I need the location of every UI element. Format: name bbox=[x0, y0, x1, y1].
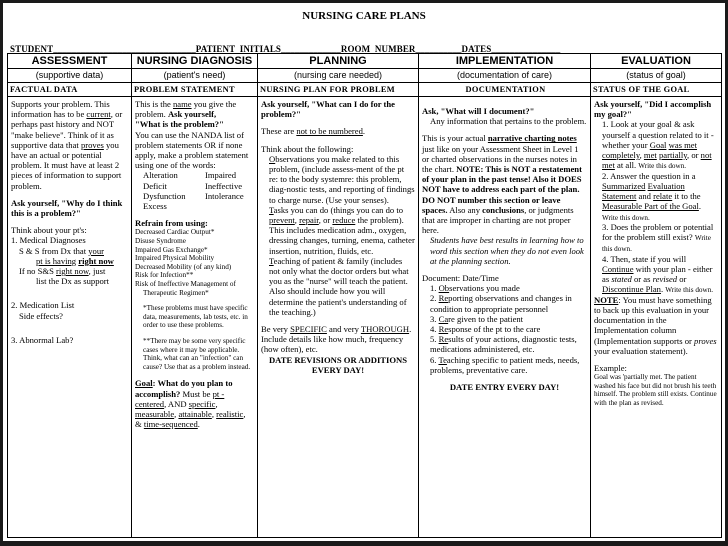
planning-question: Ask yourself, "What can I do for the problem?" bbox=[261, 99, 396, 120]
diagnosis-refrain-heading: Refrain from using: bbox=[135, 218, 208, 229]
evaluation-cell bbox=[591, 97, 722, 538]
section-label-assessment: FACTUAL DATA bbox=[8, 83, 132, 97]
diagnosis-note-2: **There may be some very specific cases where it may be applicable. Think, what can an "infection" can cause? Use that as a problem instead. bbox=[143, 336, 251, 371]
assessment-intro: Supports your problem. This information has to be current, or perhaps past history and NOT "make believe". Think of it as supportive data that proves you have an actual or potential problem. It must have at least 2 pieces of information to support problem. bbox=[11, 99, 123, 191]
implementation-question: Ask, "What will I document?" bbox=[422, 106, 535, 116]
assessment-pt-line: pt is having right now bbox=[36, 255, 114, 266]
assessment-list-dx-line: list the Dx as support bbox=[36, 276, 110, 287]
evaluation-example-text: Goal was 'partially met. The patient washed his face but did not brush his teeth himself. The problem still exists. Continue with the plan as revised. bbox=[594, 373, 717, 408]
planning-date-revisions: DATE REVISIONS OR ADDITIONS EVERY DAY! bbox=[268, 354, 408, 375]
diagnosis-intro: This is the name you give the problem. Ask yourself, bbox=[135, 99, 237, 120]
assessment-item-1: 1. Medical Diagnoses bbox=[11, 235, 86, 246]
section-labels-row bbox=[8, 83, 722, 97]
section-label-planning: NURSING PLAN FOR PROBLEM bbox=[258, 83, 419, 97]
planning-tasks: Tasks you can do (things you can do to prevent, repair, or reduce the problem). This includes medication adm., oxygen, dressing changes, turning, enema, catheter insertion, nutrition, fluids, etc. bbox=[269, 204, 415, 256]
col-subheading-nursing-diagnosis: (patient's need) bbox=[132, 69, 258, 83]
section-label-implementation: DOCUMENTATION bbox=[419, 83, 591, 97]
diagnosis-words-grid: Alteration Impaired Deficit Ineffective Dysfunction Intolerance Excess bbox=[143, 170, 244, 212]
header-fields-line: STUDENT_______________________________PATIENT INITIALS_____________ROOM NUMBER__________DATES_______________ bbox=[10, 44, 561, 54]
assessment-ss-line: S & S from Dx that your bbox=[19, 245, 104, 256]
evaluation-example-label: Example: bbox=[594, 363, 627, 374]
implementation-italic-note: Students have best results in learning how to word this section when they do not even look at the planning section. bbox=[430, 235, 584, 266]
implementation-cell bbox=[419, 97, 591, 538]
col-heading-evaluation: EVALUATION bbox=[591, 54, 722, 69]
col-heading-implementation: IMPLEMENTATION bbox=[419, 54, 591, 69]
evaluation-question: Ask yourself, "Did I accomplish my goal?" bbox=[594, 99, 712, 120]
planning-cell bbox=[258, 97, 419, 538]
content-row bbox=[8, 97, 722, 538]
evaluation-item-1: 1. Look at your goal & ask yourself a question related to it - whether your Goal was met completely, met partially, or not met at all. Write this down. bbox=[602, 119, 714, 171]
assessment-side-effects: Side effects? bbox=[19, 310, 63, 321]
col-subheading-planning: (nursing care needed) bbox=[258, 69, 419, 83]
section-label-nursing-diagnosis: PROBLEM STATEMENT bbox=[132, 83, 258, 97]
col-heading-nursing-diagnosis: NURSING DIAGNOSIS bbox=[132, 54, 258, 69]
col-subheading-implementation: (documentation of care) bbox=[419, 69, 591, 83]
diagnosis-goal: Goal: What do you plan to accomplish? Must be pt - centered, AND specific, measurable, attainable, realistic, & time-sequenced. bbox=[135, 378, 246, 430]
nursing-care-plan-page bbox=[3, 3, 725, 541]
diagnosis-cell bbox=[132, 97, 258, 538]
evaluation-item-3: 3. Does the problem or potential for the problem still exist? Write this down. bbox=[602, 222, 714, 254]
col-subheading-evaluation: (status of goal) bbox=[591, 69, 722, 83]
col-heading-planning: PLANNING bbox=[258, 54, 419, 69]
diagnosis-question: "What is the problem?" bbox=[135, 119, 224, 130]
col-heading-assessment: ASSESSMENT bbox=[8, 54, 132, 69]
planning-numbered-line: These are not to be numbered. bbox=[261, 126, 366, 137]
diagnosis-note-1: *These problems must have specific data, measurements, lab tests, etc. in order to use these problems. bbox=[143, 304, 248, 330]
evaluation-note: NOTE: You must have something to back up this evaluation in your documentation in the Implementation column (Implementation supports or proves your evaluation statement). bbox=[594, 294, 717, 356]
diagnosis-refrain-list: Decreased Cardiac Output* Disuse Syndrome Impaired Gas Exchange* Impaired Physical Mobility Decreased Mobility (of any kind) Risk for Infection** Risk of Ineffective Management of Therapeutic Regimen* bbox=[135, 228, 236, 297]
planning-think-line: Think about the following: bbox=[261, 143, 354, 154]
implementation-list: 1. Observations you made 2. Reporting observations and changes in condition to appropriate personnel 3. Care given to the patient 4. Response of the pt to the care 5. Results of your actions, diagnostic tests, medications administered, etc. 6. Teaching specific to patient meds, needs, problems, preventative care. bbox=[430, 283, 580, 375]
implementation-date-entry: DATE ENTRY EVERY DAY! bbox=[449, 382, 560, 393]
planning-teaching: Teaching of patient & family (includes not only what the doctor orders but what you as the "nurse" will teach the patient. Also should include how you will determine the patient's understanding of the teaching.) bbox=[269, 255, 409, 317]
evaluation-item-2: 2. Answer the question in a Summarized Evaluation Statement and relate it to the Measurable Part of the Goal. Write this down. bbox=[602, 170, 702, 222]
assessment-cell bbox=[8, 97, 132, 538]
planning-specific-line: Be very SPECIFIC and very THOROUGH. Include details like how much, frequency (how often), etc. bbox=[261, 324, 412, 355]
column-headings-row bbox=[8, 54, 722, 69]
assessment-item-3: 3. Abnormal Lab? bbox=[11, 334, 74, 345]
planning-observations: Observations you make related to this problem, (include assess-ment of the pt re: to the body systemre: this problem, diag-nostic tests, and reporting of findings to charge nurse. (Use your senses). bbox=[269, 153, 415, 205]
evaluation-item-4: 4. Then, state if you will Continue with your plan - either as stated or as revised or Discontinue Plan. Write this down. bbox=[602, 253, 714, 295]
page-title: NURSING CARE PLANS bbox=[302, 10, 426, 22]
assessment-no-ss-line: If no S&S right now, just bbox=[19, 266, 106, 277]
column-subheadings-row bbox=[8, 69, 722, 83]
assessment-question: Ask yourself, "Why do I think this is a problem?" bbox=[11, 197, 123, 219]
implementation-document-line: Document: Date/Time bbox=[422, 273, 499, 284]
implementation-any-info: Any information that pertains to the problem. bbox=[430, 116, 587, 127]
assessment-item-2: 2. Medication List bbox=[11, 300, 75, 311]
implementation-narrative: This is your actual narrative charting notes just like on your Assessment Sheet in Level 1 or charted observations in the nurses notes in the chart. NOTE: This is NOT a restatement of your plan in the past tense! Also it DOES NOT have to address each part of the plan. DO NOT number this section or leave spaces. Also any conclusions, or judgments that are improper in charting are not proper here. bbox=[422, 133, 582, 236]
col-subheading-assessment: (supportive data) bbox=[8, 69, 132, 83]
care-plan-table bbox=[7, 53, 722, 538]
diagnosis-nanda-text: You can use the NANDA list of problem statements OR if none apply, make a problem statement using one of the words: bbox=[135, 129, 249, 171]
assessment-think-line: Think about your pt's: bbox=[11, 225, 87, 236]
section-label-evaluation: STATUS OF THE GOAL bbox=[591, 83, 722, 97]
